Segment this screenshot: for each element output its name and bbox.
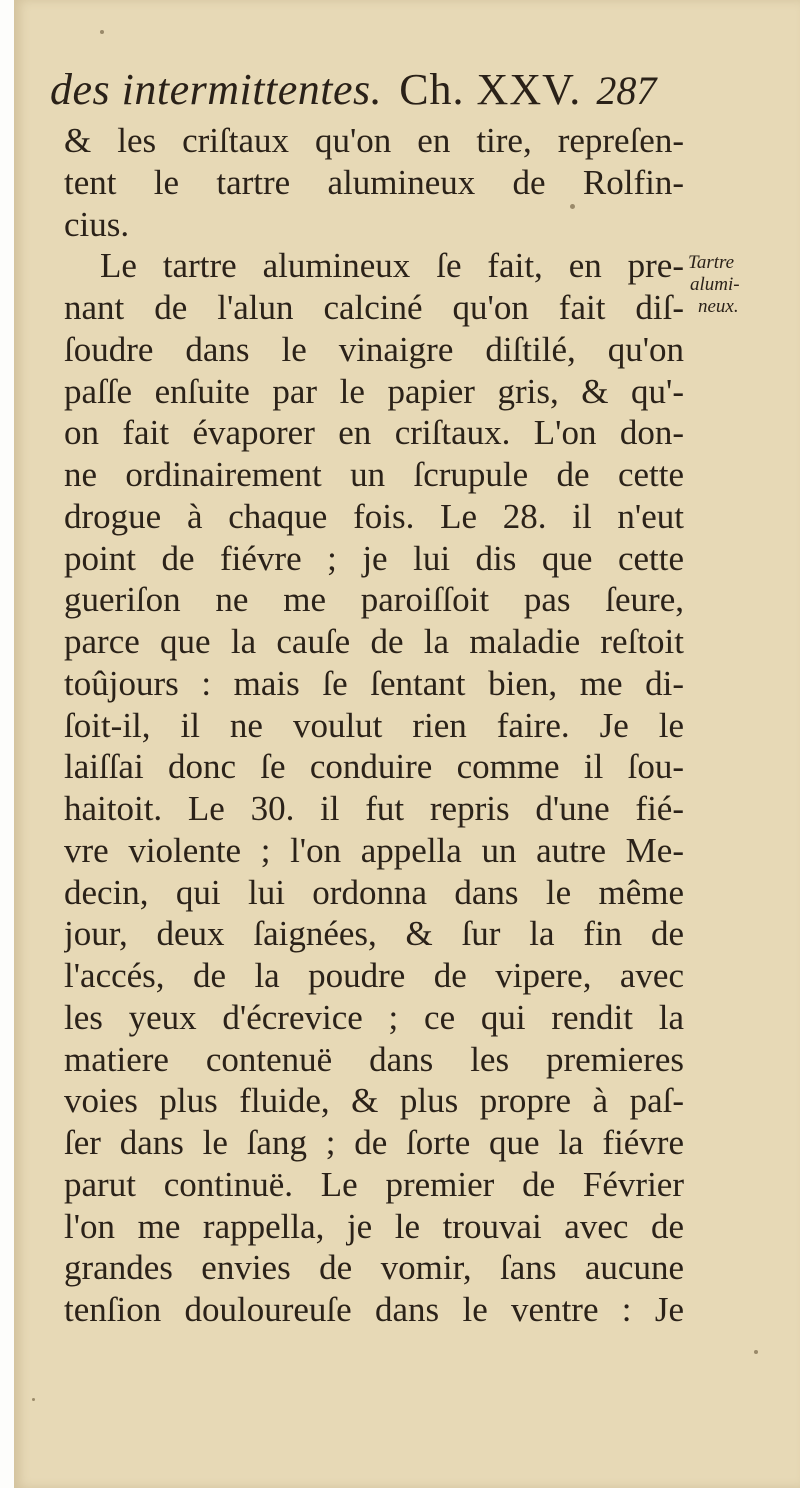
paper-speck [754,1350,758,1354]
text-line: tent le tartre alumineux de Rolfin- [64,162,684,202]
text-line: point de fiévre ; je lui dis que cette [64,538,684,578]
text-line: Le tartre alumineux ſe fait, en pre- [100,246,684,286]
page-number: 287 [596,68,657,113]
text-line: haitoit. Le 30. il fut repris d'une fié- [64,789,684,828]
text-line: tenſion douloureuſe dans le ventre : Je [64,1290,684,1329]
text-line: matiere contenuë dans les premieres [64,1039,684,1079]
text-line: drogue à chaque fois. Le 28. il n'eut [64,496,684,536]
text-line: ſer dans le ſang ; de ſorte que la fiévre [64,1123,684,1162]
margin-note-line: neux. [698,296,739,317]
text-line: gueriſon ne me paroiſſoit pas ſeure, [64,580,684,620]
text-line: parut continuë. Le premier de Février [64,1164,684,1204]
text-line: on fait évaporer en criſtaux. L'on don- [64,413,684,453]
chapter-number: Ch. XXV. [399,65,582,114]
text-line: toûjours : mais ſe ſentant bien, me di- [64,663,684,703]
running-head-title: des intermittentes. [50,65,383,114]
text-line: les yeux d'écrevice ; ce qui rendit la [64,997,684,1037]
text-line: paſſe enſuite par le papier gris, & qu'- [64,371,684,411]
margin-note [688,252,764,318]
text-line: & les criſtaux qu'on en tire, repreſen- [64,121,684,160]
text-line: parce que la cauſe de la maladie reſtoit [64,622,684,661]
paper-speck [32,1398,35,1401]
paper-speck [100,30,104,34]
text-line: ſoit-il, il ne voulut rien faire. Je le [64,705,684,745]
text-line: voies plus fluide, & plus propre à paſ- [64,1081,684,1121]
text-line: grandes envies de vomir, ſans aucune [64,1248,684,1288]
book-page [14,0,800,1488]
running-head [50,64,710,116]
text-line: l'on me rappella, je le trouvai avec de [64,1206,684,1246]
body-text [64,120,684,1331]
text-line: vre violente ; l'on appella un autre Me- [64,830,684,870]
text-line: decin, qui lui ordonna dans le même [64,872,684,912]
text-line: cius. [64,204,130,244]
text-line: l'accés, de la poudre de vipere, avec [64,956,684,995]
text-line: ſoudre dans le vinaigre diſtilé, qu'on [64,329,684,369]
text-line: ne ordinairement un ſcrupule de cette [64,455,684,494]
text-line: laiſſai donc ſe conduire comme il ſou- [64,747,684,787]
paper-speck [570,204,575,209]
margin-note-line: Tartre [688,252,735,273]
text-line: jour, deux ſaignées, & ſur la fin de [64,914,684,954]
margin-note-line: alumi- [690,274,740,295]
text-line: nant de l'alun calciné qu'on fait diſ- [64,288,684,327]
